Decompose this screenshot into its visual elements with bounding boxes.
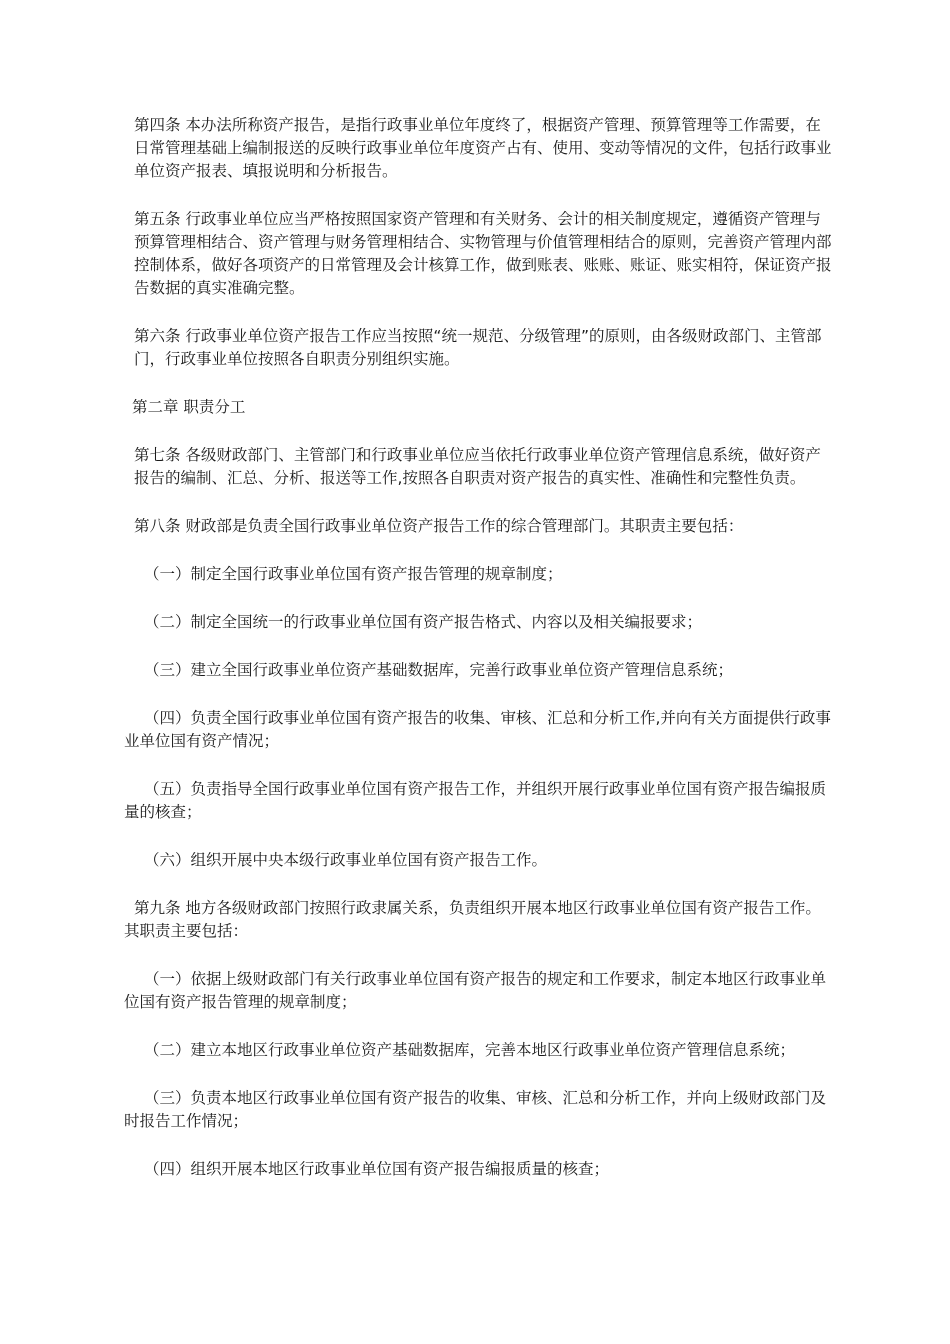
article-8-item-5: （五）负责指导全国行政事业单位国有资产报告工作，并组织开展行政事业单位国有资产报告编报质量的核查； xyxy=(124,780,827,821)
document-page xyxy=(124,114,834,1206)
chapter-heading: 第二章 职责分工 xyxy=(132,398,246,416)
article-9-item-4: （四）组织开展本地区行政事业单位国有资产报告编报质量的核查； xyxy=(144,1160,610,1178)
article-7: 第七条 各级财政部门、主管部门和行政事业单位应当依托行政事业单位资产管理信息系统，做好资产报告的编制、汇总、分析、报送等工作,按照各自职责对资产报告的真实性、准确性和完整性负责。 xyxy=(134,446,821,487)
article-9: 第九条 地方各级财政部门按照行政隶属关系，负责组织开展本地区行政事业单位国有资产报告工作。其职责主要包括： xyxy=(124,899,821,940)
article-5: 第五条 行政事业单位应当严格按照国家资产管理和有关财务、会计的相关制度规定，遵循资产管理与预算管理相结合、资产管理与财务管理相结合、实物管理与价值管理相结合的原则，完善资产管理内部控制体系，做好各项资产的日常管理及会计核算工作，做到账表、账账、账证、账实相符，保证资产报告数据的真实准确完整。 xyxy=(134,210,832,297)
article-9-item-2: （二）建立本地区行政事业单位资产基础数据库，完善本地区行政事业单位资产管理信息系统； xyxy=(144,1041,796,1059)
article-8: 第八条 财政部是负责全国行政事业单位资产报告工作的综合管理部门。其职责主要包括： xyxy=(134,517,744,535)
article-8-item-1: （一）制定全国行政事业单位国有资产报告管理的规章制度； xyxy=(144,565,563,583)
article-8-item-4: （四）负责全国行政事业单位国有资产报告的收集、审核、汇总和分析工作,并向有关方面提供行政事业单位国有资产情况； xyxy=(124,709,831,750)
article-8-item-3: （三）建立全国行政事业单位资产基础数据库，完善行政事业单位资产管理信息系统； xyxy=(144,661,734,679)
article-8-item-6: （六）组织开展中央本级行政事业单位国有资产报告工作。 xyxy=(144,851,548,869)
article-6: 第六条 行政事业单位资产报告工作应当按照“统一规范、分级管理”的原则，由各级财政部门、主管部门，行政事业单位按照各自职责分别组织实施。 xyxy=(134,327,822,368)
article-4: 第四条 本办法所称资产报告，是指行政事业单位年度终了，根据资产管理、预算管理等工作需要，在日常管理基础上编制报送的反映行政事业单位年度资产占有、使用、变动等情况的文件，包括行政事业单位资产报表、填报说明和分析报告。 xyxy=(134,116,832,180)
article-9-item-1: （一）依据上级财政部门有关行政事业单位国有资产报告的规定和工作要求，制定本地区行政事业单位国有资产报告管理的规章制度； xyxy=(124,970,827,1011)
article-9-item-3: （三）负责本地区行政事业单位国有资产报告的收集、审核、汇总和分析工作，并向上级财政部门及时报告工作情况； xyxy=(124,1089,827,1130)
article-8-item-2: （二）制定全国统一的行政事业单位国有资产报告格式、内容以及相关编报要求； xyxy=(144,613,703,631)
